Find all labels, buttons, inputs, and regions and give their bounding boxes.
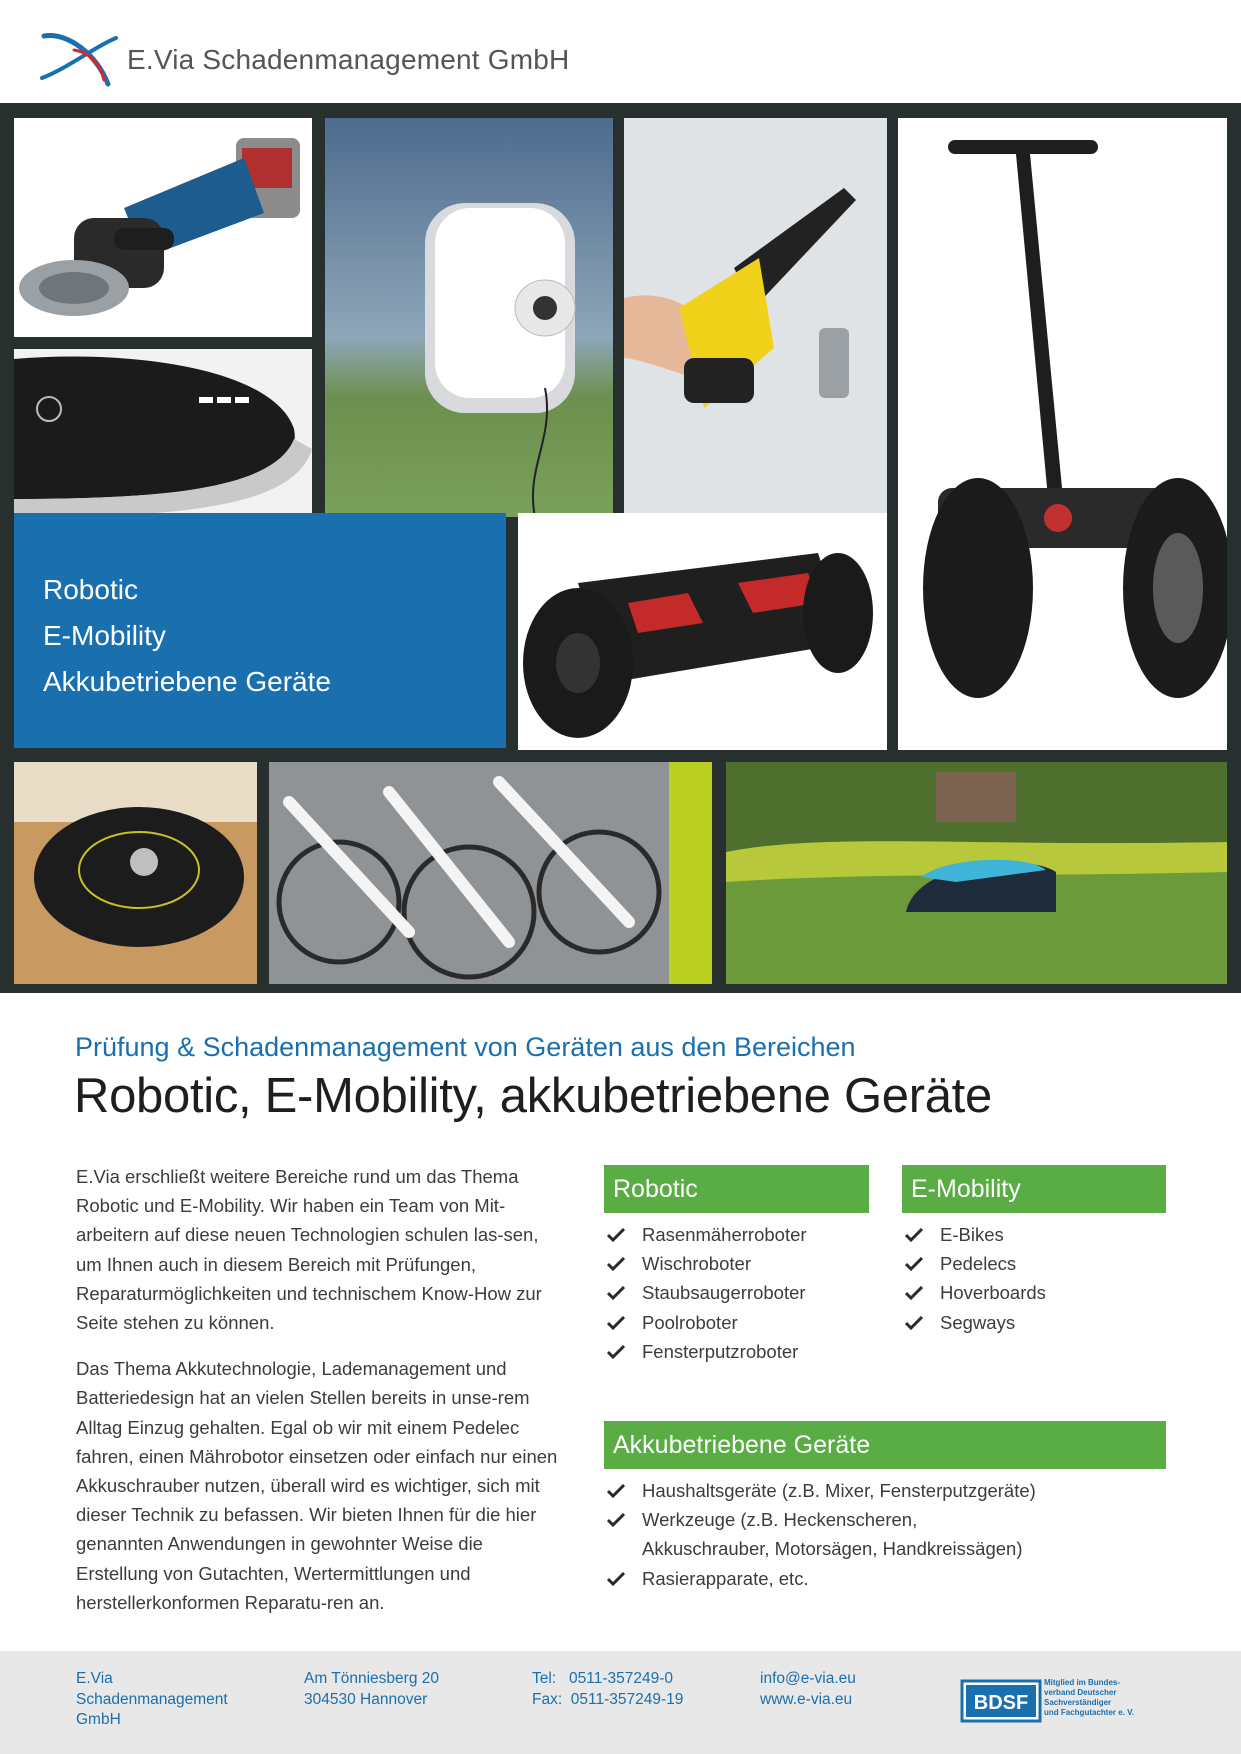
footer-company [76, 1669, 228, 1731]
footer-company-line: GmbH [76, 1711, 121, 1728]
segway-photo [898, 118, 1227, 750]
check-icon [607, 1316, 625, 1330]
evia-swoosh-logo-icon [38, 28, 122, 92]
check-icon [607, 1484, 625, 1498]
footer-website-link[interactable]: www.e-via.eu [760, 1690, 853, 1708]
list-item [604, 1308, 869, 1337]
window-cleaning-robot-photo [325, 118, 613, 517]
photo-grid [0, 103, 1241, 993]
bdsf-logo-text: BDSF [973, 1692, 1029, 1714]
angle-grinder-photo [14, 118, 312, 337]
footer-address-line: Am Tönniesberg 20 [304, 1670, 439, 1687]
banner-line-emobility: E-Mobility [43, 620, 166, 651]
list-item-label: Hoverboards [940, 1282, 1046, 1304]
list-item [604, 1220, 869, 1249]
list-item [902, 1249, 1166, 1278]
list-item-label: Werkzeuge (z.B. Heckenscheren, Akkuschrauber, Motorsägen, Handkreissägen) [642, 1509, 1023, 1560]
category-akku-title: Akkubetriebene Geräte [604, 1421, 1166, 1469]
bdsf-member-line: und Fachgutachter e. V. [1044, 1708, 1134, 1717]
vacuum-robot-photo [14, 762, 257, 984]
bdsf-logo [960, 1671, 1160, 1731]
sub-heading: Prüfung & Schadenmanagement von Geräten aus den Bereichen [75, 1032, 856, 1062]
bdsf-member-line: verband Deutscher [1044, 1688, 1117, 1697]
category-emobility-title: E-Mobility [902, 1165, 1166, 1213]
hoverboard-photo [518, 513, 887, 750]
footer-company-line: Schadenmanagement [76, 1690, 228, 1708]
check-icon [607, 1345, 625, 1359]
intro-paragraph-2: Das Thema Akkutechnologie, Lademanagement und Batteriedesign hat an vielen Stellen bereits in unse-rem Alltag Einzug gehalten. Egal ob wir mit einem Pedelec fahren, einen Mährobotor einsetzen oder einfach nur einen Akkuschrauber nutzen, überall wird es wichtiger, sich mit dieser Technik zu befassen. Wir bieten Ihnen für die hier genannten Anwendungen in gewohnter Weise die Erstellung von Gutachten, Wertermittlungen und herstellerkonformen Reparatu-ren an. [76, 1358, 558, 1613]
check-icon [607, 1286, 625, 1300]
list-item-label: Poolroboter [642, 1311, 738, 1333]
lawn-mower-robot-photo [726, 762, 1227, 984]
category-robotic-title: Robotic [604, 1165, 869, 1213]
list-item [604, 1337, 869, 1366]
check-icon [607, 1513, 625, 1527]
check-icon [905, 1257, 923, 1271]
banner-line-akku: Akkubetriebene Geräte [43, 666, 331, 697]
category-akku [604, 1421, 1166, 1593]
bdsf-member-line: Mitglied im Bundes- [1044, 1678, 1120, 1687]
list-item [604, 1476, 1166, 1505]
check-icon [607, 1572, 625, 1586]
banner-line-robotic: Robotic [43, 574, 138, 605]
footer-fax-line: Fax: 0511-357249-19 [532, 1690, 684, 1708]
footer-phone-line: Tel: 0511-357249-0 [532, 1670, 674, 1687]
list-item-label: Staubsaugerroboter [642, 1282, 806, 1304]
check-icon [905, 1286, 923, 1300]
list-item [604, 1249, 869, 1278]
list-item [604, 1564, 1166, 1593]
bdsf-member-line: Sachverständiger [1044, 1698, 1112, 1707]
check-icon [607, 1257, 625, 1271]
list-item [902, 1308, 1166, 1337]
list-item [902, 1278, 1166, 1307]
list-item [604, 1278, 869, 1307]
footer-phone [532, 1669, 683, 1710]
check-icon [905, 1228, 923, 1242]
list-item-label: E-Bikes [940, 1224, 1004, 1245]
list-item [902, 1220, 1166, 1249]
page-headline: Robotic, E-Mobility, akkubetriebene Geräte [74, 1069, 992, 1123]
list-item [604, 1505, 1034, 1563]
list-item-label: Wischroboter [642, 1253, 751, 1275]
list-item-label: Rasenmäherroboter [642, 1224, 807, 1245]
footer-company-line: E.Via [76, 1670, 113, 1687]
intro-text [76, 1162, 558, 1634]
footer-address-line: 304530 Hannover [304, 1690, 428, 1708]
list-item-label: Fensterputzroboter [642, 1340, 799, 1362]
device-closeup-photo [14, 349, 312, 517]
page-footer [0, 1651, 1241, 1754]
category-emobility [902, 1165, 1166, 1337]
category-robotic [604, 1165, 869, 1366]
topic-banner [14, 513, 506, 748]
check-icon [607, 1228, 625, 1242]
list-item-label: Haushaltsgeräte (z.B. Mixer, Fensterputzgeräte) [642, 1480, 1036, 1501]
list-item-label: Rasierapparate, etc. [642, 1567, 809, 1589]
company-name: E.Via Schadenmanagement GmbH [127, 44, 570, 75]
e-bikes-photo [269, 762, 712, 984]
check-icon [905, 1316, 923, 1330]
footer-email-link[interactable]: info@e-via.eu [760, 1670, 856, 1687]
list-item-label: Pedelecs [940, 1253, 1017, 1275]
intro-paragraph-1: E.Via erschließt weitere Bereiche rund um das Thema Robotic und E-Mobility. Wir haben ein Team von Mit-arbeitern auf diese neuen Technologien schulen las-sen, um Ihnen auch in diesem Bereich mit Prüfungen, Reparaturmöglichkeiten und technischem Know-How zur Seite stehen zu können. [76, 1166, 542, 1334]
list-item-label: Segways [940, 1311, 1016, 1333]
footer-address [304, 1669, 439, 1710]
window-vacuum-photo [624, 118, 887, 517]
footer-web [760, 1669, 856, 1710]
